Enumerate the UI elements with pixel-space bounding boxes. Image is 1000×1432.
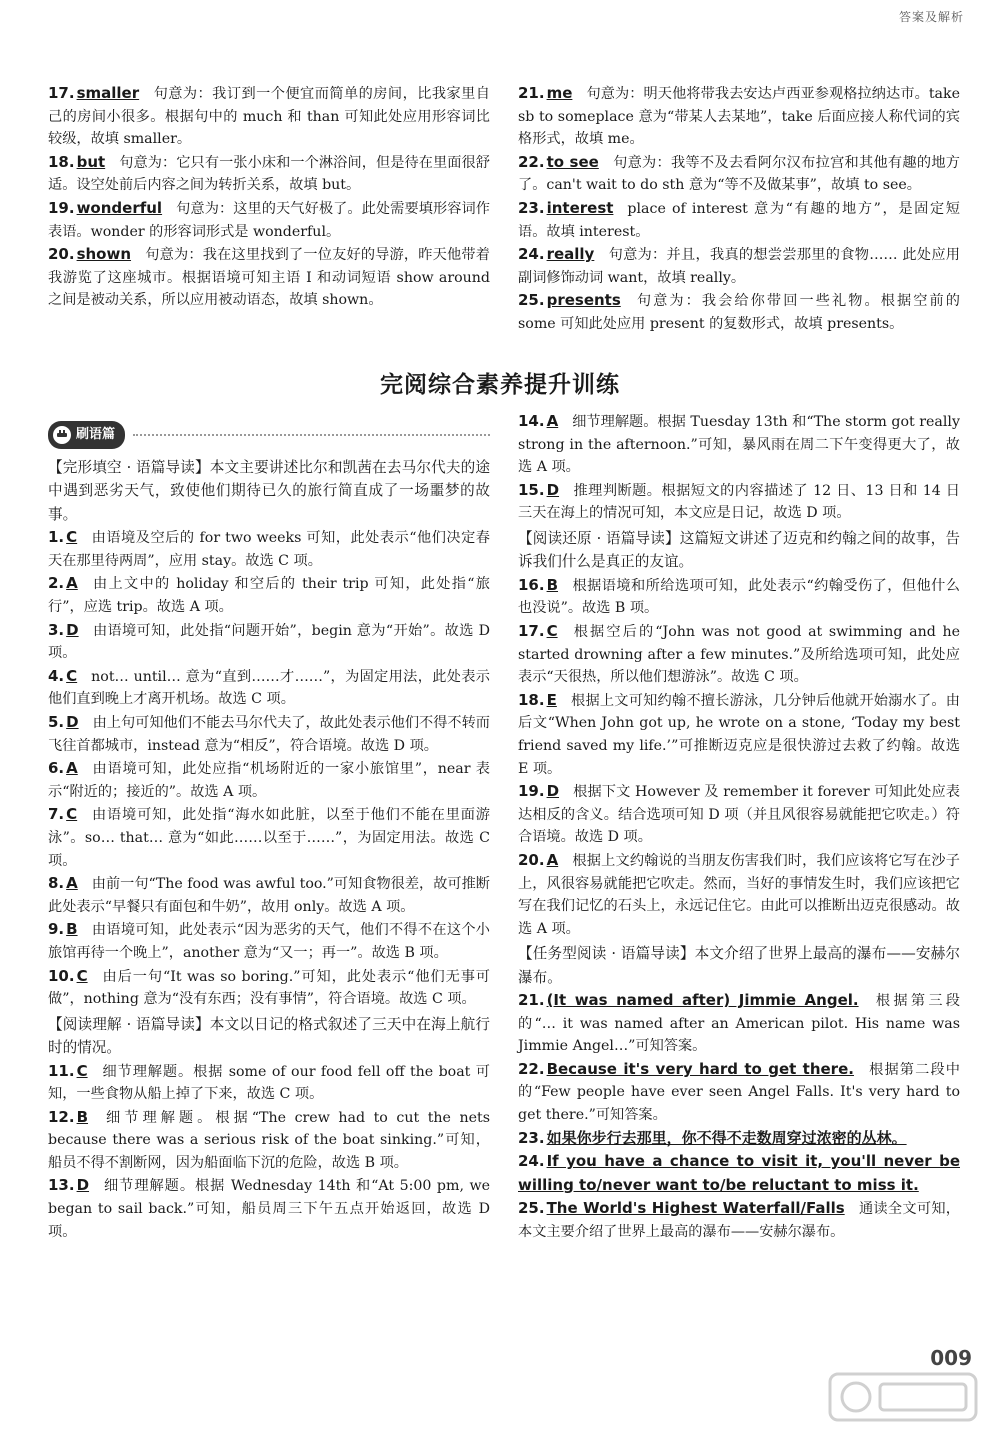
item-answer: D bbox=[66, 620, 79, 639]
item-number: 7. bbox=[48, 805, 65, 824]
item-answer: D bbox=[76, 1176, 90, 1195]
item-answer: really bbox=[546, 245, 595, 264]
restore-item bbox=[518, 780, 960, 849]
item-explanation: 根据语境和所给选项可知，此处表示“约翰受伤了，但他什么也没说”。故选 B 项。 bbox=[518, 577, 960, 617]
item-answer: C bbox=[66, 805, 78, 824]
item-answer: interest bbox=[546, 198, 614, 217]
item-explanation: 通读全文可知，本文主要介绍了世界上最高的瀑布——安赫尔瀑布。 bbox=[518, 1201, 960, 1241]
item-number: 18. bbox=[48, 152, 75, 171]
item-number: 22. bbox=[518, 1059, 545, 1078]
reading-item bbox=[48, 1060, 490, 1106]
item-number: 21. bbox=[518, 991, 545, 1010]
item-answer: C bbox=[76, 966, 88, 985]
page-number: 009 bbox=[930, 1346, 972, 1370]
guide-reading: 【阅读理解 · 语篇导读】本文以日记的格式叙述了三天中在海上航行时的情况。 bbox=[48, 1015, 490, 1057]
item-answer: A bbox=[66, 574, 78, 593]
item-explanation: 根据第三段的“… it was named after an American pilot. His name was Jimmie Angel…”可知答案。 bbox=[518, 993, 960, 1055]
cloze-item bbox=[48, 803, 490, 872]
item-number: 4. bbox=[48, 666, 65, 685]
item-number: 11. bbox=[48, 1061, 75, 1080]
guide-task: 【任务型阅读 · 语篇导读】本文介绍了世界上最高的瀑布——安赫尔瀑布。 bbox=[518, 945, 960, 986]
item-number: 25. bbox=[518, 1199, 545, 1218]
cloze-item bbox=[48, 757, 490, 803]
item-answer: C bbox=[66, 666, 78, 685]
item-answer: A bbox=[66, 874, 78, 893]
item-number: 12. bbox=[48, 1107, 75, 1126]
item-answer: A bbox=[546, 850, 559, 869]
item-number: 10. bbox=[48, 966, 75, 985]
top-right-item bbox=[518, 197, 960, 243]
item-explanation: 由上句可知他们不能去马尔代夫了，故此处表示他们不得不转而飞往首都城市，instead 意为“相反”，符合语境。故选 D 项。 bbox=[48, 714, 490, 754]
item-number: 9. bbox=[48, 920, 65, 939]
item-explanation: 句意为：明天他将带我去安达卢西亚参观格拉纳达市。take sb to someplace 意为“带某人去某地”，take 后面应接人称代词的宾格形式，故填 me。 bbox=[518, 86, 960, 148]
item-explanation: 句意为：我等不及去看阿尔汉布拉宫和其他有趣的地方了。can't wait to do sth 意为“等不及做某事”，故填 to see。 bbox=[518, 154, 960, 194]
item-number: 22. bbox=[518, 152, 545, 171]
item-answer: shown bbox=[76, 245, 132, 264]
restore-item bbox=[518, 689, 960, 780]
item-answer: wonderful bbox=[76, 198, 163, 217]
item-number: 21. bbox=[518, 84, 545, 102]
reading-item bbox=[48, 1174, 490, 1243]
task-item bbox=[518, 1058, 960, 1127]
item-answer: The World's Highest Waterfall/Falls bbox=[546, 1199, 845, 1218]
item-explanation: not… until… 意为“直到……才……”，为固定用法，此处表示他们直到晚上才离开机场。故选 C 项。 bbox=[48, 668, 490, 708]
item-answer: D bbox=[546, 480, 560, 499]
item-answer: B bbox=[66, 920, 78, 939]
cloze-item bbox=[48, 665, 490, 711]
top-right-item bbox=[518, 289, 960, 335]
cloze-item bbox=[48, 572, 490, 618]
item-number: 5. bbox=[48, 712, 65, 731]
item-explanation: 由后一句“It was so boring.”可知，此处表示“他们无事可做”，nothing 意为“没有东西；没有事情”，符合语境。故选 C 项。 bbox=[48, 968, 490, 1008]
right-answer-column bbox=[518, 410, 960, 1244]
cloze-item bbox=[48, 965, 490, 1011]
item-answer: smaller bbox=[76, 84, 140, 102]
cloze-item bbox=[48, 526, 490, 572]
item-explanation: 由语境可知，此处应指“机场附近的一家小旅馆里”，near 表示“附近的；接近的”。故选 A 项。 bbox=[48, 761, 490, 800]
item-explanation: 细节理解题。根据 Tuesday 13th 和“The storm got really strong in the afternoon.”可知，暴风雨在周二下午变得更大了，故选 A 项。 bbox=[518, 414, 960, 476]
item-answer: A bbox=[546, 412, 559, 430]
item-number: 18. bbox=[518, 690, 545, 709]
item-answer: E bbox=[546, 690, 557, 709]
item-number: 13. bbox=[48, 1176, 75, 1195]
item-answer: B bbox=[76, 1107, 89, 1126]
guide-restore: 【阅读还原 · 语篇导读】这篇短文讲述了迈克和约翰之间的故事，告诉我们什么是真正的友谊。 bbox=[518, 529, 960, 571]
item-explanation: place of interest 意为“有趣的地方”，是固定短语。故填 interest。 bbox=[518, 200, 960, 240]
item-answer: Because it's very hard to get there. bbox=[546, 1059, 854, 1078]
item-number: 17. bbox=[48, 84, 75, 102]
task-item bbox=[518, 1197, 960, 1243]
item-explanation: 由上文中的 holiday 和空后的 their trip 可知，此处指“旅行”，应选 trip。故选 A 项。 bbox=[48, 576, 490, 615]
dotted-divider bbox=[133, 434, 490, 436]
top-left-item bbox=[48, 151, 490, 197]
item-explanation: 根据第二段中的“Few people have ever seen Angel Falls. It's very hard to get there.”可知答案。 bbox=[518, 1061, 960, 1124]
item-number: 23. bbox=[518, 198, 545, 217]
top-left-answers bbox=[48, 82, 490, 312]
item-answer: A bbox=[66, 759, 78, 778]
reading-item bbox=[518, 479, 960, 525]
item-number: 3. bbox=[48, 620, 65, 639]
item-explanation: 句意为：我会给你带回一些礼物。根据空前的 some 可知此处应用 present 的复数形式，故填 presents。 bbox=[518, 293, 960, 332]
item-number: 17. bbox=[518, 621, 545, 640]
item-number: 24. bbox=[518, 1152, 545, 1171]
item-answer: to see bbox=[546, 152, 599, 171]
item-explanation: 由语境可知，此处表示“因为恶劣的天气，他们不得不在这个小旅馆再待一个晚上”，another 意为“又一；再一”。故选 B 项。 bbox=[48, 922, 490, 961]
section-title: 完阅综合素养提升训练 bbox=[380, 372, 620, 398]
item-explanation: 句意为：并且，我真的想尝尝那里的食物…… 此处应用副词修饰动词 want，故填 really。 bbox=[518, 247, 960, 286]
item-explanation: 句意为：我订到一个便宜而简单的房间，比我家里自己的房间小很多。根据句中的 much 和 than 可知此处应用形容词比较级，故填 smaller。 bbox=[48, 86, 490, 148]
page-header: 答案及解析 bbox=[898, 10, 964, 24]
item-number: 16. bbox=[518, 575, 545, 594]
item-answer: C bbox=[546, 621, 558, 640]
item-answer: C bbox=[76, 1061, 88, 1080]
item-answer: If you have a chance to visit it, you'll never be willing to/never want to/be reluctant to miss it. bbox=[518, 1152, 960, 1194]
item-answer: D bbox=[546, 782, 560, 801]
item-explanation: 细节理解题。根据 Wednesday 14th 和“At 5:00 pm, we began to sail back.”可知，船员周三下午五点开始返回，故选 D 项。 bbox=[48, 1178, 490, 1240]
item-number: 20. bbox=[518, 850, 545, 869]
top-right-item bbox=[518, 243, 960, 289]
item-explanation: 根据上文可知约翰不擅长游泳，几分钟后他就开始溺水了。由后文“When John got up, he wrote on a stone, ‘Today my best friend saved my life.’”可推断迈克应是很快游过去救了约翰。故选 E 项。 bbox=[518, 692, 960, 777]
badge-row bbox=[48, 420, 490, 450]
item-answer: C bbox=[66, 528, 78, 547]
item-number: 23. bbox=[518, 1128, 545, 1147]
top-left-item bbox=[48, 243, 490, 312]
restore-item bbox=[518, 620, 960, 689]
item-explanation: 由语境及空后的 for two weeks 可知，此处表示“他们决定春天在那里待两周”，应用 stay。故选 C 项。 bbox=[48, 530, 490, 569]
top-right-answers bbox=[518, 82, 960, 336]
cloze-item bbox=[48, 918, 490, 964]
item-number: 15. bbox=[518, 480, 545, 499]
item-number: 19. bbox=[48, 198, 75, 217]
item-explanation: 根据空后的“John was not good at swimming and he started drowning after a few minutes.”及所给选项可知，此处应表示“天很热，所以他们想游泳”。故选 C 项。 bbox=[518, 623, 960, 686]
item-answer: (It was named after) Jimmie Angel. bbox=[546, 991, 859, 1010]
restore-item bbox=[518, 849, 960, 940]
task-item bbox=[518, 1150, 960, 1197]
item-explanation: 由前一句“The food was awful too.”可知食物很差，故可推断此处表示“早餐只有面包和牛奶”，故用 only。故选 A 项。 bbox=[48, 876, 490, 915]
item-explanation: 细节理解题。根据 some of our food fell off the boat 可知，一些食物从船上掉了下来，故选 C 项。 bbox=[48, 1063, 490, 1103]
watermark-logo bbox=[828, 1372, 978, 1422]
top-right-item bbox=[518, 82, 960, 151]
item-explanation: 句意为：我在这里找到了一位友好的导游，昨天他带着我游览了这座城市。根据语境可知主语 I 和动词短语 show around 之间是被动关系，所以应用被动语态，故填 shown。 bbox=[48, 247, 490, 309]
top-left-item bbox=[48, 197, 490, 243]
badge-label: 刷语篇 bbox=[76, 426, 116, 442]
item-number: 8. bbox=[48, 874, 65, 893]
item-explanation: 根据下文 However 及 remember it forever 可知此处应表达相反的含义。结合选项可知 D 项（并且风很容易就能把它吹走。）符合语境。故选 D 项。 bbox=[518, 784, 960, 846]
brush-icon bbox=[52, 425, 72, 445]
item-number: 25. bbox=[518, 291, 545, 310]
item-answer: D bbox=[66, 712, 79, 731]
item-explanation: 句意为：它只有一张小床和一个淋浴间，但是待在里面很舒适。设空处前后内容之间为转折关系，故填 but。 bbox=[48, 154, 490, 194]
task-item bbox=[518, 1127, 960, 1151]
reading-item bbox=[48, 1106, 490, 1175]
task-item bbox=[518, 989, 960, 1058]
item-number: 20. bbox=[48, 245, 75, 264]
item-number: 6. bbox=[48, 759, 65, 778]
top-right-item bbox=[518, 151, 960, 197]
reading-item bbox=[518, 410, 960, 479]
item-number: 14. bbox=[518, 412, 545, 430]
item-explanation: 根据上文约翰说的当朋友伤害我们时，我们应该将它写在沙子上，风很容易就能把它吹走。然而，当好的事情发生时，我们应该把它写在我们记忆的石头上，永远记住它。由此可以推断出迈克很感动。故选 A 项。 bbox=[518, 852, 960, 937]
item-explanation: 推理判断题。根据短文的内容描述了 12 日、13 日和 14 日三天在海上的情况可知，本文应是日记，故选 D 项。 bbox=[518, 482, 960, 522]
cloze-item bbox=[48, 711, 490, 757]
item-number: 24. bbox=[518, 245, 545, 264]
item-explanation: 细节理解题。根据“The crew had to cut the nets because there was a serious risk of the boat sinking.”可知，船员不得不割断网，因为船面临下沉的危险，故选 B 项。 bbox=[48, 1109, 490, 1171]
item-answer: but bbox=[76, 152, 106, 171]
guide-cloze: 【完形填空 · 语篇导读】本文主要讲述比尔和凯茜在去马尔代夫的途中遇到恶劣天气，致使他们期待已久的旅行简直成了一场噩梦的故事。 bbox=[48, 459, 490, 523]
item-answer: me bbox=[546, 84, 573, 102]
restore-item bbox=[518, 574, 960, 620]
item-answer: B bbox=[546, 575, 559, 594]
item-explanation: 句意为：这里的天气好极了。此处需要填形容词作表语。wonder 的形容词形式是 wonderful。 bbox=[48, 200, 490, 240]
section-badge bbox=[48, 421, 125, 450]
item-explanation: 由语境可知，此处指“海水如此脏，以至于他们不能在里面游泳”。so… that… 意为“如此……以至于……”，为固定用法。故选 C 项。 bbox=[48, 807, 490, 869]
item-answer: 如果你步行去那里，你不得不走数周穿过浓密的丛林。 bbox=[546, 1128, 907, 1147]
item-explanation: 由语境可知，此处指“问题开始”，begin 意为“开始”。故选 D 项。 bbox=[48, 622, 490, 662]
item-number: 2. bbox=[48, 574, 65, 593]
cloze-item bbox=[48, 872, 490, 918]
left-answer-column bbox=[48, 420, 490, 1243]
cloze-item bbox=[48, 619, 490, 665]
top-left-item bbox=[48, 82, 490, 151]
item-number: 1. bbox=[48, 528, 65, 547]
item-number: 19. bbox=[518, 782, 545, 801]
item-answer: presents bbox=[546, 291, 621, 310]
